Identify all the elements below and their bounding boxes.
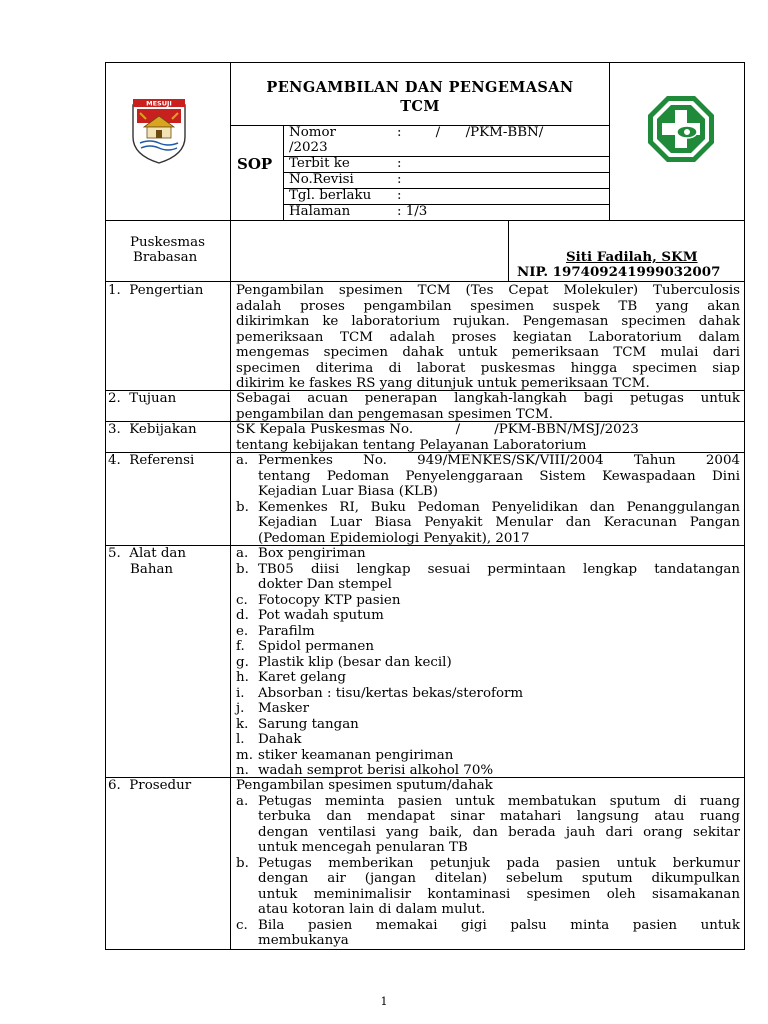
list-marker: h. (236, 670, 249, 685)
list-item: Kejadian Luar Biasa (KLB) (258, 484, 438, 499)
meta-label-halaman: Halaman (289, 204, 351, 219)
text-line: dikirim ke faskes RS yang ditunjuk untuk pemeriksaan TCM. (236, 376, 650, 391)
list-item: Pot wadah sputum (258, 608, 384, 623)
logo-banner-text: MESUJI (146, 99, 172, 108)
list-marker: k. (236, 716, 249, 732)
text-line: adalah proses pengambilan spesimen suspek TB yang akan (236, 298, 740, 314)
list-marker: c. (236, 592, 248, 608)
list-marker: c. (236, 917, 248, 933)
list-marker: f. (236, 639, 245, 654)
section-label-referensi: 4. Referensi (108, 453, 195, 468)
signatory-name: Siti Fadilah, SKM (566, 249, 698, 265)
text-line: pemeriksaan TCM adalah proses kegiatan Laboratorium dalam (236, 329, 740, 345)
meta-label-revisi: No.Revisi (289, 172, 354, 187)
list-item: terbuka dan mendapat sinar matahari langsung atau ruang (258, 809, 740, 824)
text-line: tentang kebijakan tentang Pelayanan Laboratorium (236, 437, 587, 453)
list-item: Dahak (258, 732, 302, 747)
list-marker: a. (236, 546, 249, 561)
list-marker: l. (236, 732, 245, 747)
text-line: pengambilan dan pengemasan spesimen TCM. (236, 406, 554, 422)
list-item: Box pengiriman (258, 546, 366, 561)
signatory-nip: NIP. 197409241999032007 (517, 264, 721, 280)
list-item: Absorban : tisu/kertas bekas/steroform (258, 685, 524, 701)
section-label-alat-cont: Bahan (130, 561, 174, 577)
meta-value-halaman: : 1/3 (397, 204, 428, 219)
meta-label-nomor: Nomor (289, 125, 336, 140)
list-marker: d. (236, 608, 249, 623)
list-item: Petugas meminta pasien untuk membatukan sputum di ruang (258, 793, 740, 809)
section-label-alat: 5. Alat dan (108, 546, 187, 561)
text-line: SK Kepala Puskesmas No. / /PKM-BBN/MSJ/2023 (236, 422, 639, 437)
list-marker: m. (236, 747, 253, 763)
section-label-pengertian: 1. Pengertian (108, 283, 204, 298)
list-item: membukanya (258, 933, 349, 948)
list-item: atau kotoran lain di dalam mulut. (258, 902, 486, 917)
list-item: Fotocopy KTP pasien (258, 592, 401, 608)
list-marker: a. (236, 793, 249, 809)
list-item: Sarung tangan (258, 716, 359, 732)
list-item: (Pedoman Epidemiologi Penyakit), 2017 (258, 530, 530, 546)
section-label-tujuan: 2. Tujuan (108, 391, 177, 406)
list-item: TB05 diisi lengkap sesuai permintaan lengkap tandatangan (258, 561, 740, 577)
meta-value-tgl: : (397, 188, 402, 203)
list-item: Masker (258, 701, 310, 716)
meta-value-revisi: : (397, 172, 402, 187)
list-item: Plastik klip (besar dan kecil) (258, 654, 452, 670)
mesuji-regency-logo (130, 97, 188, 165)
meta-label-terbit: Terbit ke (289, 156, 350, 171)
list-marker: a. (236, 453, 249, 468)
section-label-kebijakan: 3. Kebijakan (108, 422, 197, 437)
health-puskesmas-logo (646, 94, 716, 164)
list-item: Permenkes No. 949/MENKES/SK/VIII/2004 Tahun 2004 (258, 453, 740, 468)
list-item: wadah semprot berisi alkohol 70% (258, 763, 494, 778)
text-line: specimen diterima di laborat puskesmas hingga specimen siap (236, 360, 740, 376)
list-marker: g. (236, 654, 249, 670)
org-name-line1: Puskesmas (130, 235, 205, 250)
list-marker: b. (236, 855, 249, 871)
document-title-line1: PENGAMBILAN DAN PENGEMASAN (266, 79, 574, 96)
list-item: Petugas memberikan petunjuk pada pasien untuk berkumur (258, 855, 740, 871)
page-number: 1 (380, 995, 388, 1008)
list-marker: b. (236, 499, 249, 515)
section-label-prosedur: 6. Prosedur (108, 778, 192, 793)
document-title (231, 78, 609, 116)
text-line: dikirimkan ke laboratorium rujukan. Pengemasan specimen dahak (236, 314, 740, 329)
list-item: Spidol permanen (258, 639, 374, 654)
meta-value-nomor-cont: /2023 (289, 140, 328, 155)
list-item: Karet gelang (258, 670, 346, 685)
org-name-line2: Brabasan (133, 250, 198, 265)
list-marker: i. (236, 685, 245, 701)
text-line: Pengambilan spesimen TCM (Tes Cepat Molekuler) Tuberculosis (236, 283, 740, 298)
list-item: Kejadian Luar Biasa Penyakit Menular dan Keracunan Pangan (258, 515, 740, 530)
meta-value-nomor: : / /PKM-BBN/ (397, 125, 544, 140)
document-title-line2: TCM (400, 98, 440, 115)
list-item: Kemenkes RI, Buku Pedoman Penyelidikan dan Penanggulangan (258, 499, 740, 515)
text-line: Sebagai acuan penerapan langkah-langkah bagi petugas untuk (236, 391, 740, 406)
list-item: tentang Pedoman Penyelenggaraan Sistem Kewaspadaan Dini (258, 468, 740, 484)
list-item: dengan air (jangan ditelan) sebelum sputum dikumpulkan (258, 871, 740, 886)
sop-label: SOP (237, 155, 273, 173)
list-item: stiker keamanan pengiriman (258, 747, 454, 763)
list-marker: b. (236, 561, 249, 577)
list-item: Bila pasien memakai gigi palsu minta pasien untuk (258, 917, 740, 933)
list-marker: n. (236, 763, 249, 778)
list-item: untuk meminimalisir kontaminasi spesimen oleh sisamakanan (258, 886, 740, 902)
prosedur-intro: Pengambilan spesimen sputum/dahak (236, 778, 493, 793)
list-item: dokter Dan stempel (258, 577, 392, 592)
list-item: Parafilm (258, 623, 315, 639)
meta-label-tgl: Tgl. berlaku (289, 188, 372, 203)
list-item: dengan ventilasi yang baik, dan berada jauh dari orang sekitar (258, 824, 740, 840)
list-marker: j. (236, 701, 245, 716)
list-item: untuk mencegah penularan TB (258, 840, 468, 855)
meta-value-terbit: : (397, 156, 402, 171)
text-line: mengemas specimen dahak untuk pemeriksaan TCM mulai dari (236, 345, 740, 360)
list-marker: e. (236, 623, 249, 639)
